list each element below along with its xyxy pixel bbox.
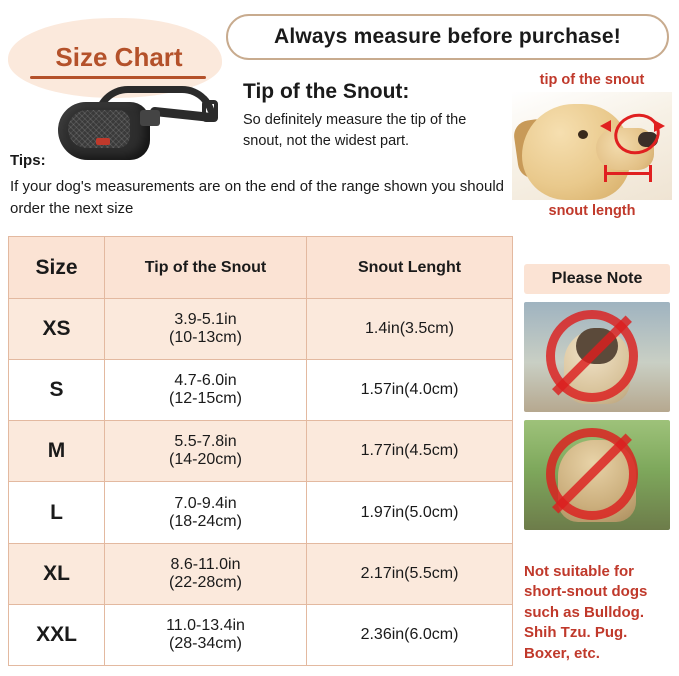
cell-size: M — [9, 421, 105, 482]
table-header-tip: Tip of the Snout — [105, 237, 307, 299]
cell-tip — [105, 299, 307, 360]
table-header-size: Size — [9, 237, 105, 299]
cell-size: L — [9, 482, 105, 543]
measure-banner — [226, 14, 669, 60]
cell-size: XS — [9, 299, 105, 360]
page-title: Size Chart — [55, 42, 183, 72]
table-row — [9, 421, 513, 482]
not-suitable-warning-text: Not suitable for short-snout dogs such as Bulldog. Shih Tzu. Pug. Boxer, etc. — [524, 563, 648, 662]
cell-tip-inches: 8.6-11.0in — [170, 555, 241, 573]
cell-tip-inches: 3.9-5.1in — [174, 311, 237, 329]
measure-banner-text: Always measure before purchase! — [273, 25, 621, 48]
cell-tip-inches: 7.0-9.4in — [174, 494, 237, 512]
cell-tip-cm: (12-15cm) — [169, 390, 242, 408]
muzzle-red-tag — [96, 138, 110, 145]
arrow-right-icon — [654, 120, 665, 132]
not-suitable-pug-photo — [524, 302, 670, 412]
cell-size: XL — [9, 543, 105, 604]
muzzle-clip-icon — [202, 100, 218, 122]
dog-eye — [578, 130, 588, 139]
dog-diagram-caption-top: tip of the snout — [539, 72, 645, 88]
cell-size: S — [9, 360, 105, 421]
cell-tip-inches: 4.7-6.0in — [174, 372, 237, 390]
cell-length: 1.4in(3.5cm) — [307, 299, 513, 360]
cell-tip-inches: 11.0-13.4in — [166, 616, 245, 634]
please-note-heading: Please Note — [524, 264, 670, 294]
cell-tip-cm: (28-34cm) — [169, 634, 242, 652]
tip-of-snout-body: So definitely measure the tip of the snout, not the widest part. — [243, 112, 467, 149]
table-header-length: Snout Lenght — [307, 237, 513, 299]
cell-length: 2.17in(5.5cm) — [307, 543, 513, 604]
cell-length: 1.77in(4.5cm) — [307, 421, 513, 482]
arrow-left-icon — [600, 120, 611, 132]
cell-length: 1.57in(4.0cm) — [307, 360, 513, 421]
cell-tip-cm: (22-28cm) — [169, 573, 242, 591]
tips-label: Tips: — [10, 152, 46, 169]
cell-tip-cm: (18-24cm) — [169, 512, 242, 530]
cell-tip — [105, 604, 307, 665]
cell-tip — [105, 543, 307, 604]
page-title-underline — [30, 76, 206, 79]
cell-size: XXL — [9, 604, 105, 665]
table-row — [9, 299, 513, 360]
muzzle-product-image — [42, 80, 222, 168]
cell-tip — [105, 421, 307, 482]
cell-length: 1.97in(5.0cm) — [307, 482, 513, 543]
dog-diagram-caption-bottom: snout length — [548, 203, 636, 219]
size-table — [8, 236, 513, 666]
snout-length-cap-left — [604, 165, 607, 182]
cell-tip — [105, 360, 307, 421]
table-header-row — [9, 237, 513, 299]
snout-length-measure-bar — [604, 172, 652, 175]
snout-length-cap-right — [649, 165, 652, 182]
tip-of-snout-heading: Tip of the Snout: — [243, 80, 410, 103]
cell-tip-inches: 5.5-7.8in — [174, 433, 237, 451]
table-row — [9, 604, 513, 665]
size-table-container — [8, 236, 512, 666]
muzzle-buckle-icon — [140, 110, 160, 126]
dog-measurement-photo — [512, 92, 672, 200]
cell-tip-cm: (14-20cm) — [169, 451, 242, 469]
table-row — [9, 543, 513, 604]
not-suitable-sharpei-photo — [524, 420, 670, 530]
cell-tip — [105, 482, 307, 543]
cell-length: 2.36in(6.0cm) — [307, 604, 513, 665]
table-row — [9, 360, 513, 421]
tips-text: If your dog's measurements are on the end of the range shown you should order the next size — [10, 178, 505, 218]
table-row — [9, 482, 513, 543]
cell-tip-cm: (10-13cm) — [169, 329, 242, 347]
